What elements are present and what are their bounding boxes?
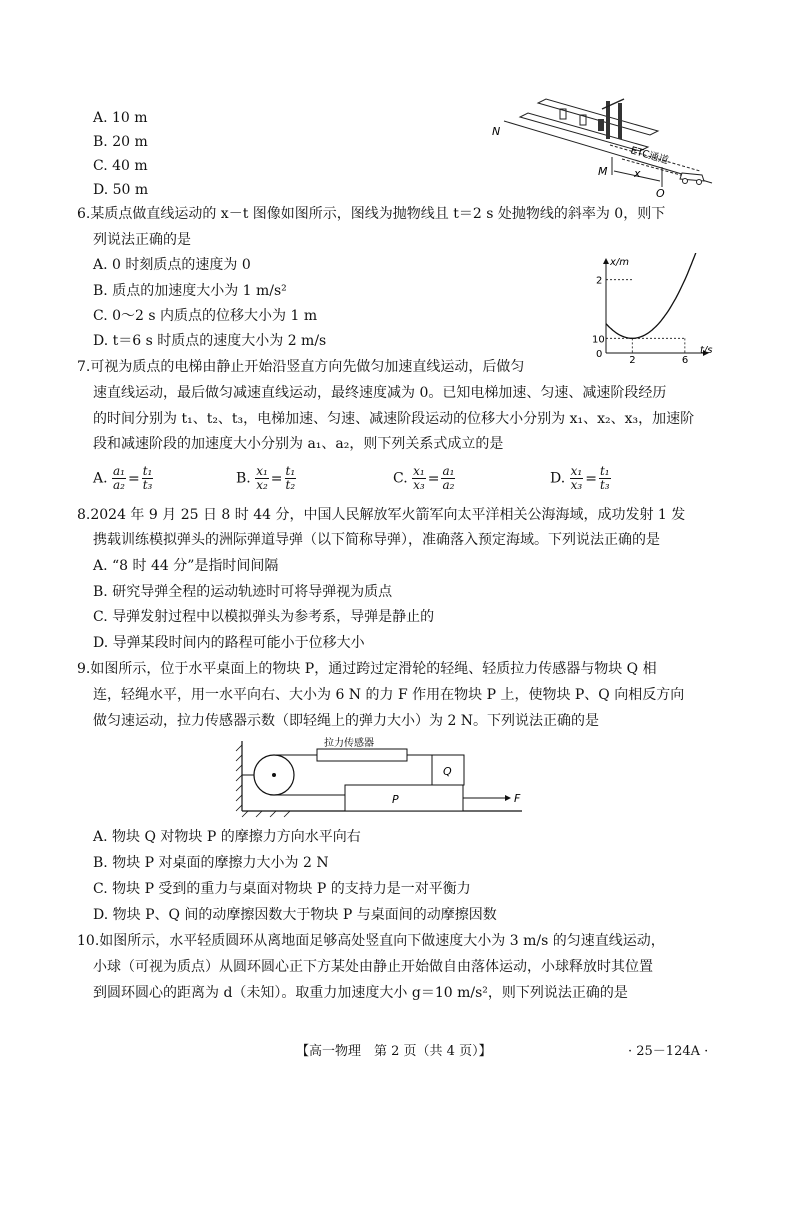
q7-option-b: B. $\frac{\text{x₁}}{\text{x₂}}$ = $\frac{\text{t₁}}{\text{t₂}}$: [236, 464, 296, 492]
page-footer-code: · 25－124A ·: [628, 1044, 709, 1059]
label-n: N: [492, 125, 501, 138]
q10-line3: 到圆环圆心的距离为 d（未知）。取重力加速度大小 g＝10 m/s²，则下列说法正确的是: [93, 985, 628, 1001]
q7-line2: 速直线运动，最后做匀减速直线运动，最终速度减为 0。已知电梯加速、匀速、减速阶段经历: [93, 385, 667, 401]
pulley-axle: [272, 773, 276, 777]
gantry-post: [598, 119, 604, 131]
etc-lane-label: ETC通道: [629, 145, 670, 167]
q10-line1: 10.如图所示，水平轻质圆环从离地面足够高处竖直向下做速度大小为 3 m/s 的匀速直线运动，: [77, 933, 665, 949]
q6-option-b: B. 质点的加速度大小为 1 m/s²: [93, 283, 287, 299]
p-label: P: [392, 793, 399, 806]
q6-option-d: D. t＝6 s 时质点的速度大小为 2 m/s: [93, 333, 327, 349]
fraction-right: $\frac{\text{t₁}}{\text{t₃}}$: [142, 464, 153, 492]
fraction-right: $\frac{\text{a₁}}{\text{a₂}}$: [442, 464, 455, 492]
label-o: O: [656, 187, 665, 200]
q9-line2: 连，轻绳水平，用一水平向右、大小为 6 N 的力 F 作用在物块 P 上，使物块 P、Q 向相反方向: [93, 687, 685, 703]
f-label: F: [514, 792, 521, 805]
q5-option-b: B. 20 m: [93, 134, 148, 150]
q9-option-d: D. 物块 P、Q 间的动摩擦因数大于物块 P 与桌面间的动摩擦因数: [93, 907, 497, 923]
q8-option-d: D. 导弹某段时间内的路程可能小于位移大小: [93, 635, 365, 651]
table-hatch: [242, 811, 290, 817]
pulley-figure: [232, 737, 532, 819]
label-x: x: [634, 167, 641, 180]
q7-line3: 的时间分别为 t₁、t₂、t₃，电梯加速、匀速、减速阶段运动的位移大小分别为 x₁、x₂、x₃，加速阶: [93, 411, 695, 427]
fraction-left: $\frac{\text{x₁}}{\text{x₂}}$: [256, 464, 268, 492]
q8-option-b: B. 研究导弹全程的运动轨迹时可将导弹视为质点: [93, 584, 393, 600]
y-tick-2: 2: [596, 275, 603, 287]
fraction-left: $\frac{\text{x₁}}{\text{x₃}}$: [413, 464, 425, 492]
q9-option-b: B. 物块 P 对桌面的摩擦力大小为 2 N: [93, 855, 329, 871]
option-label: B.: [236, 470, 251, 487]
q8-line1: 8.2024 年 9 月 25 日 8 时 44 分，中国人民解放军火箭军向太平洋相关公海海域，成功发射 1 发: [77, 507, 686, 523]
fraction-right: $\frac{\text{t₁}}{\text{t₂}}$: [285, 464, 296, 492]
option-label: D.: [550, 470, 566, 487]
q7-line4: 段和减速阶段的加速度大小分别为 a₁、a₂，则下列关系式成立的是: [93, 436, 504, 452]
page-footer-center: 【高一物理 第 2 页（共 4 页）】: [296, 1044, 492, 1059]
y-axis-label: x/m: [610, 257, 630, 268]
q5-option-c: C. 40 m: [93, 158, 148, 174]
q9-option-c: C. 物块 P 受到的重力与桌面对物块 P 的支持力是一对平衡力: [93, 881, 471, 897]
q9-option-a: A. 物块 Q 对物块 P 的摩擦力方向水平向右: [93, 829, 361, 845]
fraction-left: $\frac{\text{x₁}}{\text{x₃}}$: [570, 464, 583, 492]
x-axis-label: t/s: [700, 345, 713, 356]
gantry-pole: [618, 103, 622, 139]
block-p: [345, 785, 463, 811]
wall-hatch: [236, 745, 242, 811]
x-tick-6: 6: [681, 355, 689, 363]
option-label: C.: [393, 470, 408, 487]
q9-line3: 做匀速运动，拉力传感器示数（即轻绳上的弹力大小）为 2 N。下列说法正确的是: [93, 713, 600, 729]
q6-option-c: C. 0～2 s 内质点的位移大小为 1 m: [93, 308, 318, 324]
label-m: M: [598, 165, 608, 178]
q6-stem-line2: 列说法正确的是: [93, 232, 191, 248]
sensor-label: 拉力传感器: [324, 738, 374, 749]
q9-line1: 9.如图所示，位于水平桌面上的物块 P，通过跨过定滑轮的轻绳、轻质拉力传感器与物块 Q 相: [77, 661, 657, 677]
q7-option-a: A. $\frac{\text{a₁}}{\text{a₂}}$ = $\frac{\text{t₁}}{\text{t₃}}$: [93, 464, 153, 492]
q7-line1: 7.可视为质点的电梯由静止开始沿竖直方向先做匀加速直线运动，后做匀: [77, 359, 525, 375]
q5-option-d: D. 50 m: [93, 182, 149, 198]
q8-option-a: A. “8 时 44 分”是指时间间隔: [93, 558, 279, 574]
origin-label: 0: [596, 349, 603, 360]
etc-lane-figure: [490, 95, 715, 200]
x-tick-2: 2: [629, 355, 636, 363]
q8-option-c: C. 导弹发射过程中以模拟弹头为参考系，导弹是静止的: [93, 609, 435, 625]
xt-graph: [588, 253, 720, 363]
fraction-left: $\frac{\text{a₁}}{\text{a₂}}$: [113, 464, 125, 492]
q5-option-a: A. 10 m: [93, 110, 148, 126]
q10-line2: 小球（可视为质点）从圆环圆心正下方某处由静止开始做自由落体运动，小球释放时其位置: [93, 959, 653, 975]
option-label: A.: [93, 470, 108, 487]
q6-stem-line1: 6.某质点做直线运动的 x－t 图像如图所示，图线为抛物线且 t＝2 s 处抛物线的斜率为 0，则下: [77, 206, 666, 222]
q7-option-d: D. $\frac{\text{x₁}}{\text{x₃}}$ = $\frac{\text{t₁}}{\text{t₃}}$: [550, 464, 610, 492]
fraction-right: $\frac{\text{t₁}}{\text{t₃}}$: [599, 464, 610, 492]
q7-option-c: C. $\frac{\text{x₁}}{\text{x₃}}$ = $\frac{\text{a₁}}{\text{a₂}}$: [393, 464, 455, 492]
force-sensor: [317, 749, 407, 761]
q6-option-a: A. 0 时刻质点的速度为 0: [93, 257, 251, 273]
q8-line2: 携载训练模拟弹头的洲际弹道导弹（以下简称导弹），准确落入预定海域。下列说法正确的是: [93, 532, 660, 548]
y-tick-10: 10: [592, 334, 605, 346]
q-label: Q: [443, 765, 452, 778]
